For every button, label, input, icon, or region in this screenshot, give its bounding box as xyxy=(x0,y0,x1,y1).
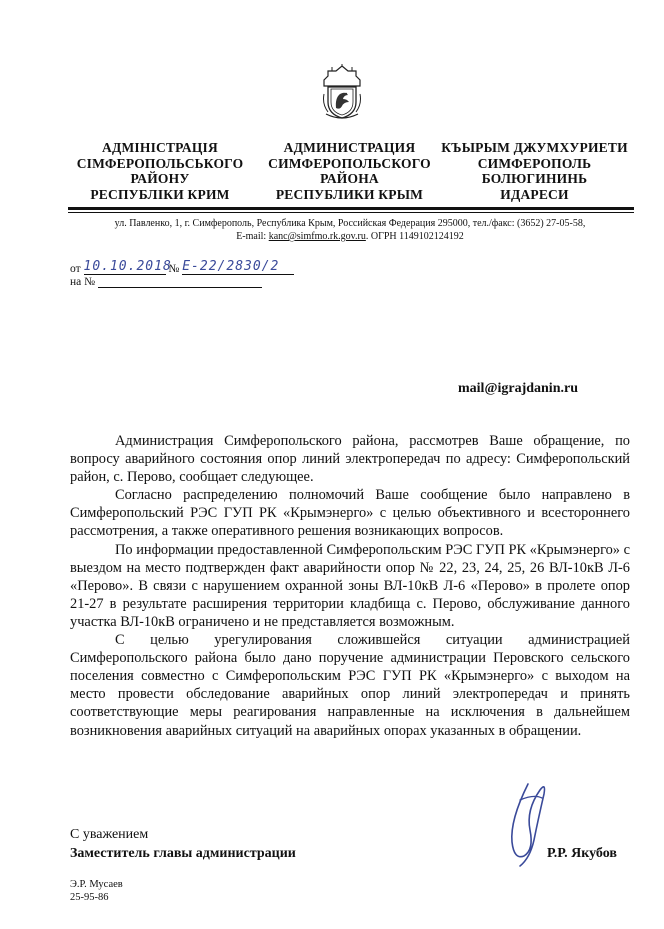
number-label: № xyxy=(168,263,180,275)
on-number-label: на № xyxy=(70,276,96,288)
from-label: от xyxy=(70,263,81,275)
executor-name: Э.Р. Мусаев xyxy=(70,879,123,890)
header-crimean-tatar xyxy=(432,140,637,202)
body-paragraph: Администрация Симферопольского района, рассмотрев Ваше обращение, по вопросу аварийного состояния опор линий электропередач по адресу: Симферопольский район, с. Перово, сообщает следующее. xyxy=(70,433,630,486)
handwritten-date: 10.10.2018 xyxy=(83,259,172,274)
header-ukrainian xyxy=(70,140,250,202)
body-paragraph: По информации предоставленной Симферопольским РЭС ГУП РК «Крымэнерго» с выездом на место подтвержден факт аварийности опор № 22, 23, 24, 25, 26 ВЛ-10кВ Л-6 «Перово». В связи с нарушением охранной зоны ВЛ-10кВ Л-6 «Перово» в пролете опор 21-27 в результате расширения территории кладбища с. Перово, обслуживание данного участка ВЛ-10кВ ограничено и не представляется возможным. xyxy=(70,541,630,630)
header-russian-line: АДМИНИСТРАЦИЯ xyxy=(283,140,416,155)
address-line: ул. Павленко, 1, г. Симферополь, Республика Крым, Российская Федерация 295000, тел./факс: (3652) 27-05-58, xyxy=(114,218,586,229)
header-russian-line: РАЙОНА xyxy=(320,171,379,186)
header-russian xyxy=(262,140,437,202)
header-ukrainian-line: СІМФЕРОПОЛЬСЬКОГО xyxy=(76,155,244,171)
header-crimean-tatar-line: ИДАРЕСИ xyxy=(500,186,569,202)
signatory-position: Заместитель главы администрации xyxy=(70,846,296,861)
handwritten-number: Е-22/2830/2 xyxy=(182,259,294,275)
header-russian-line: РЕСПУБЛИКИ КРЫМ xyxy=(275,186,424,202)
email-link[interactable]: kanc@simfmo.rk.gov.ru xyxy=(268,231,366,242)
header-divider-thin xyxy=(68,212,634,213)
header-ukrainian-line: АДМІНІСТРАЦІЯ xyxy=(102,140,218,155)
recipient-email: mail@igrajdanin.ru xyxy=(458,381,578,396)
closing-phrase: С уважением xyxy=(70,827,149,842)
executor-block xyxy=(70,878,123,904)
incoming-reference xyxy=(70,275,262,288)
contact-line xyxy=(60,230,640,243)
incoming-number-blank xyxy=(98,275,262,288)
body-paragraph: С целью урегулирования сложившейся ситуации администрацией Симферопольского района было дано поручение администрации Перовского сельского поселения совместно с Симферопольским РЭС ГУП РК «Крымэнерго» с выходом на место провести обследование аварийных опор линий электропередач и принять соответствующие меры реагирования направленные на исключения в дальнейшем возникновения аварийных ситуаций на аварийных опорах указанных в обращении. xyxy=(70,632,630,739)
header-crimean-tatar-line: СИМФЕРОПОЛЬ xyxy=(477,155,592,171)
header-ukrainian-line: РАЙОНУ xyxy=(130,171,190,186)
letter-body xyxy=(70,432,630,740)
header-crimean-tatar-line: БОЛЮГИНИНЬ xyxy=(481,171,588,186)
header-ukrainian-line: РЕСПУБЛІКИ КРИМ xyxy=(90,186,230,202)
outgoing-reference xyxy=(70,259,294,275)
address-block xyxy=(60,217,640,243)
signatory-name: Р.Р. Якубов xyxy=(547,846,617,861)
email-label: E-mail: xyxy=(236,231,269,242)
header-divider-thick xyxy=(68,207,634,210)
coat-of-arms-emblem xyxy=(322,64,362,120)
header-crimean-tatar-line: КЪЫРЫМ ДЖУМХУРИЕТИ xyxy=(441,140,628,155)
executor-phone: 25-95-86 xyxy=(70,892,109,903)
header-russian-line: СИМФЕРОПОЛЬСКОГО xyxy=(268,155,431,171)
body-paragraph: Согласно распределению полномочий Ваше сообщение было направлено в Симферопольский РЭС ГУП РК «Крымэнерго» с целью объективного и всестороннего рассмотрения, а также оперативного решения возникающих вопросов. xyxy=(70,487,630,540)
ogrn-text: . ОГРН 1149102124192 xyxy=(365,231,464,242)
